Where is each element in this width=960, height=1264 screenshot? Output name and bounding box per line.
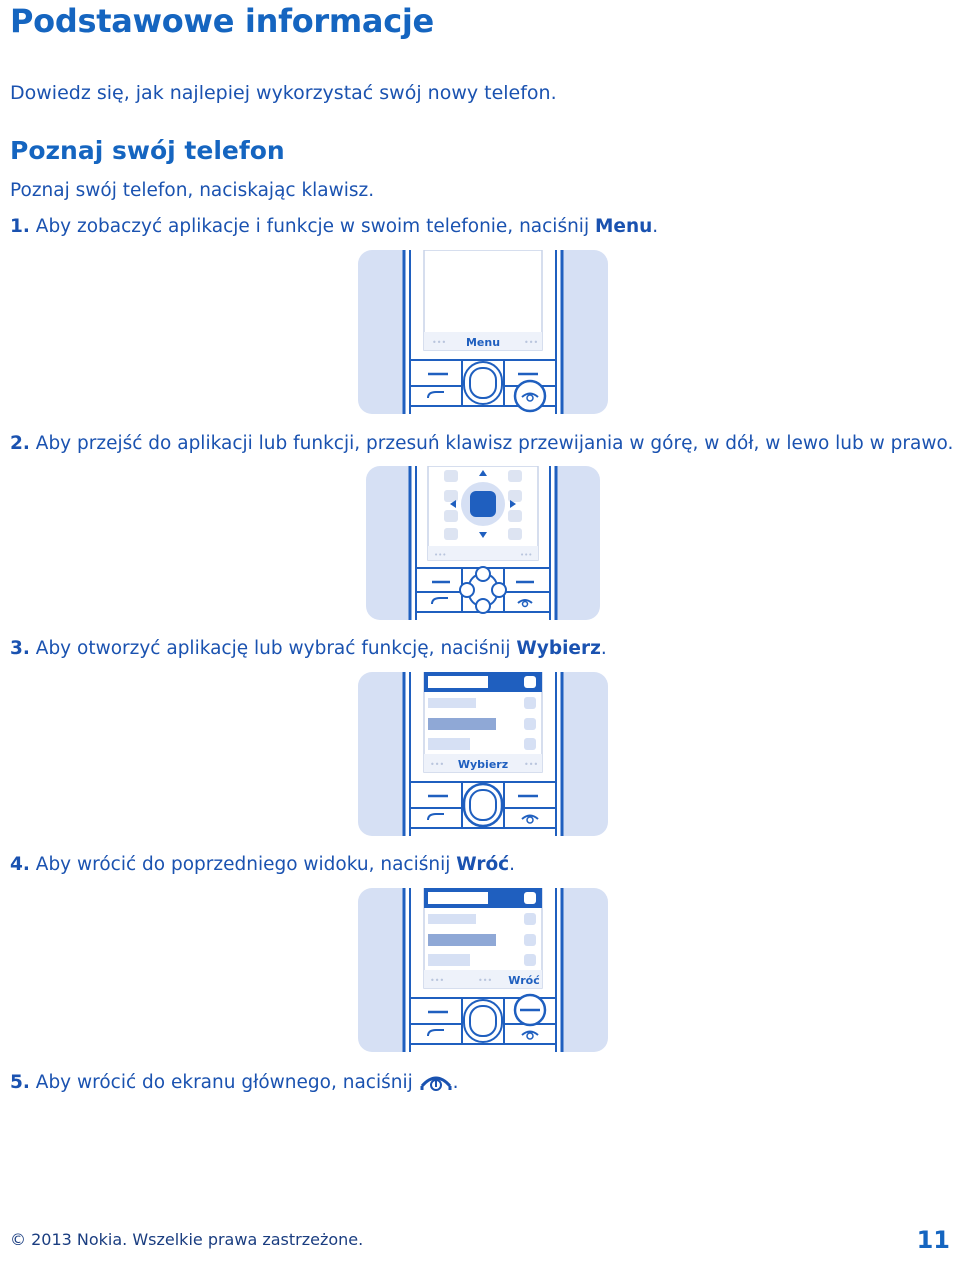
step-keyword: Menu <box>594 216 653 237</box>
step-4: 4. Aby wrócić do poprzedniego widoku, naciśnij Wróć. <box>10 854 516 875</box>
intro-text: Dowiedz się, jak najlepiej wykorzystać swój nowy telefon. <box>10 82 557 104</box>
section-lead: Poznaj swój telefon, naciskając klawisz. <box>10 180 375 201</box>
svg-text:•••: ••• <box>430 760 445 769</box>
softkey-label: Wróć <box>508 974 540 987</box>
step-keyword: Wybierz <box>516 638 601 659</box>
step-number: 1. <box>10 216 30 237</box>
step-text: Aby wrócić do poprzedniego widoku, naciśnij <box>29 854 457 875</box>
svg-text:•••: ••• <box>434 551 447 559</box>
svg-text:•••: ••• <box>432 338 447 347</box>
step-keyword: Wróć <box>456 854 510 875</box>
step-text: Aby wrócić do ekranu głównego, naciśnij <box>29 1072 419 1093</box>
phone-select-figure <box>358 672 608 836</box>
step-number: 2. <box>10 433 30 454</box>
step-text: Aby zobaczyć aplikacje i funkcje w swoim telefonie, naciśnij <box>29 216 595 237</box>
svg-text:•••: ••• <box>520 551 533 559</box>
copyright: © 2013 Nokia. Wszelkie prawa zastrzeżone. <box>10 1230 364 1249</box>
phone-menu-figure <box>358 250 608 414</box>
step-number: 4. <box>10 854 30 875</box>
step-number: 5. <box>10 1072 30 1093</box>
svg-text:•••: ••• <box>524 338 539 347</box>
step-1: 1. Aby zobaczyć aplikacje i funkcje w swoim telefonie, naciśnij Menu. <box>10 216 659 237</box>
step-number: 3. <box>10 638 30 659</box>
step-5: 5. Aby wrócić do ekranu głównego, naciśnij . <box>10 1072 459 1093</box>
softkey-label: Menu <box>465 336 501 349</box>
page-number: 11 <box>916 1226 950 1254</box>
page-title: Podstawowe informacje <box>10 2 434 40</box>
step-2 <box>10 433 953 454</box>
end-call-key-icon <box>419 1070 453 1092</box>
step-3: 3. Aby otworzyć aplikację lub wybrać funkcję, naciśnij Wybierz. <box>10 638 607 659</box>
svg-text:•••: ••• <box>524 760 539 769</box>
svg-text:•••: ••• <box>430 976 445 985</box>
step-text: Aby przejść do aplikacji lub funkcji, przesuń klawisz przewijania w górę, w dół, w lewo lub w prawo. <box>29 433 954 454</box>
phone-scroll-figure <box>366 466 600 620</box>
section-heading: Poznaj swój telefon <box>10 136 285 165</box>
step-text: Aby otworzyć aplikację lub wybrać funkcję, naciśnij <box>29 638 517 659</box>
softkey-label: Wybierz <box>457 758 509 771</box>
svg-text:•••: ••• <box>478 976 493 985</box>
phone-back-figure <box>358 888 608 1052</box>
